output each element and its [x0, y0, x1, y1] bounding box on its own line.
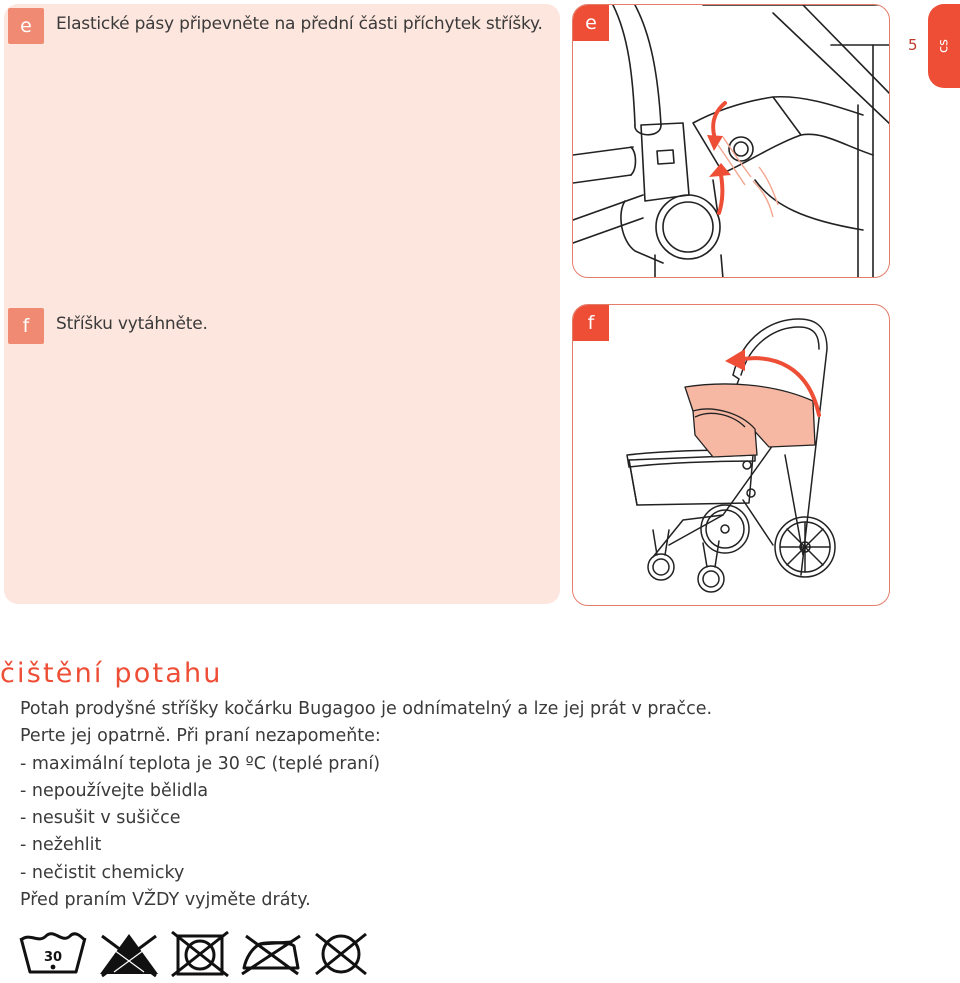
- figure-e-badge: e: [573, 5, 609, 41]
- section-title: čištění potahu: [0, 658, 223, 689]
- body-line: - nečistit chemicky: [20, 862, 185, 883]
- no-iron-icon: [238, 930, 304, 978]
- section-body: [20, 696, 712, 914]
- body-line: Před praním VŽDY vyjměte dráty.: [20, 890, 311, 911]
- step-e-badge: e: [8, 8, 44, 44]
- step-f-text: Stříšku vytáhněte.: [56, 314, 208, 334]
- instruction-panel: [4, 4, 560, 604]
- body-line: - nesušit v sušičce: [20, 808, 181, 829]
- no-tumble-dry-icon: [170, 930, 230, 978]
- body-line: - nežehlit: [20, 835, 102, 856]
- page-number: 5: [908, 36, 918, 54]
- body-line: Potah prodyšné stříšky kočárku Bugagoo je odnímatelný a lze jej prát v pračce.: [20, 699, 713, 719]
- care-symbols: [18, 930, 378, 978]
- stroller-illustration: [573, 305, 890, 606]
- language-code: cs: [936, 39, 952, 53]
- no-bleach-icon: [96, 930, 162, 978]
- canopy-clip-illustration: [573, 5, 890, 278]
- body-line: - maximální teplota je 30 ºC (teplé praní): [20, 753, 381, 774]
- wash-30-icon: [18, 930, 88, 978]
- step-e-text: Elastické pásy připevněte na přední části příchytek stříšky.: [56, 14, 543, 34]
- wash-temperature-label: 30: [43, 950, 63, 965]
- step-f-badge: f: [8, 308, 44, 344]
- body-line: - nepoužívejte bělidla: [20, 780, 209, 801]
- no-dry-clean-icon: [312, 930, 370, 978]
- figure-f-badge: f: [573, 305, 609, 341]
- body-line: Perte jej opatrně. Při praní nezapomeňte:: [20, 726, 381, 747]
- figure-f: [572, 304, 890, 606]
- figure-e: [572, 4, 890, 278]
- language-tab: [928, 4, 960, 88]
